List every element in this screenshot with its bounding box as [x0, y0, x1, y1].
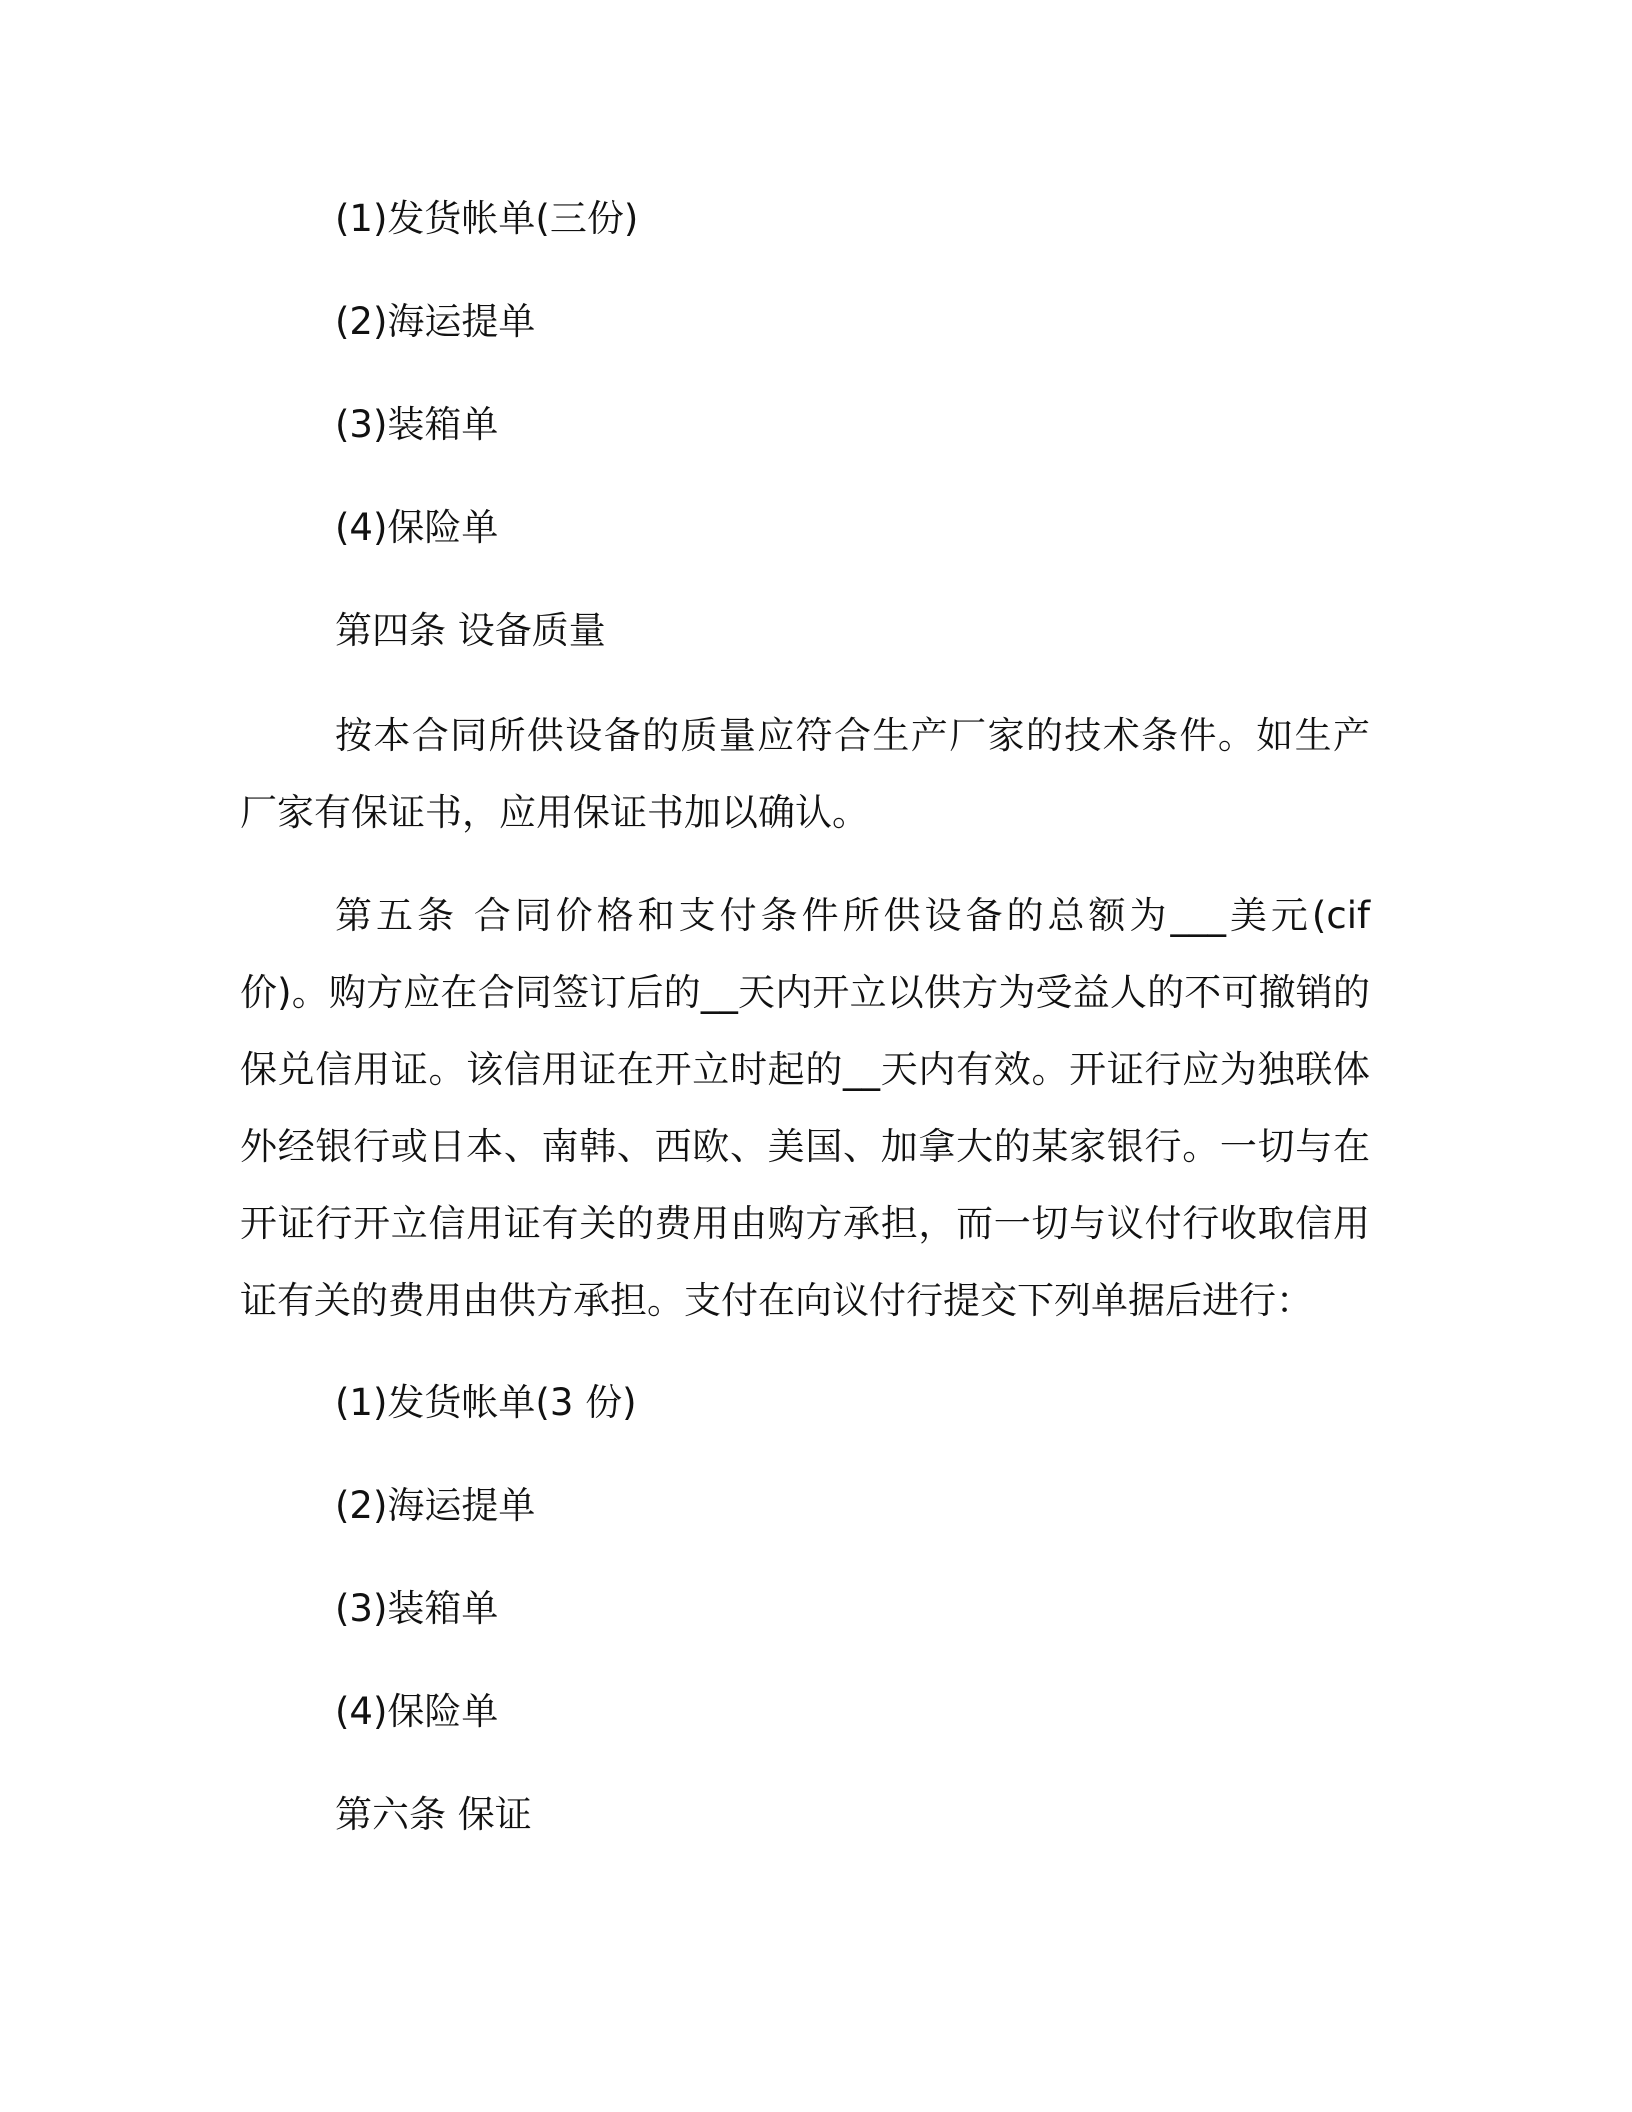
list-item: (1)发货帐单(三份) [335, 197, 639, 240]
list-item: (1)发货帐单(3 份) [335, 1381, 637, 1424]
article6-heading: 第六条 保证 [335, 1793, 532, 1836]
list-item: (2)海运提单 [335, 1484, 536, 1527]
list-item: (4)保险单 [335, 506, 499, 549]
article4-heading: 第四条 设备质量 [335, 609, 606, 652]
list-item: (3)装箱单 [335, 403, 499, 446]
article5-body: 第五条 合同价格和支付条件所供设备的总额为___美元(cif 价)。购方应在合同签订后的__天内开立以供方为受益人的不可撤销的保兑信用证。该信用证在开立时起的__天内有效。开证行应为独联体外经银行或日本、南韩、西欧、美国、加拿大的某家银行。一切与在开证行开立信用证有关的费用由购方承担，而一切与议付行收取信用证有关的费用由供方承担。支付在向议付行提交下列单据后进行： [240, 894, 1370, 1322]
list-item: (4)保险单 [335, 1690, 499, 1733]
article4-body: 按本合同所供设备的质量应符合生产厂家的技术条件。如生产厂家有保证书，应用保证书加以确认。 [240, 714, 1370, 834]
list-item: (3)装箱单 [335, 1587, 499, 1630]
list-item: (2)海运提单 [335, 300, 536, 343]
